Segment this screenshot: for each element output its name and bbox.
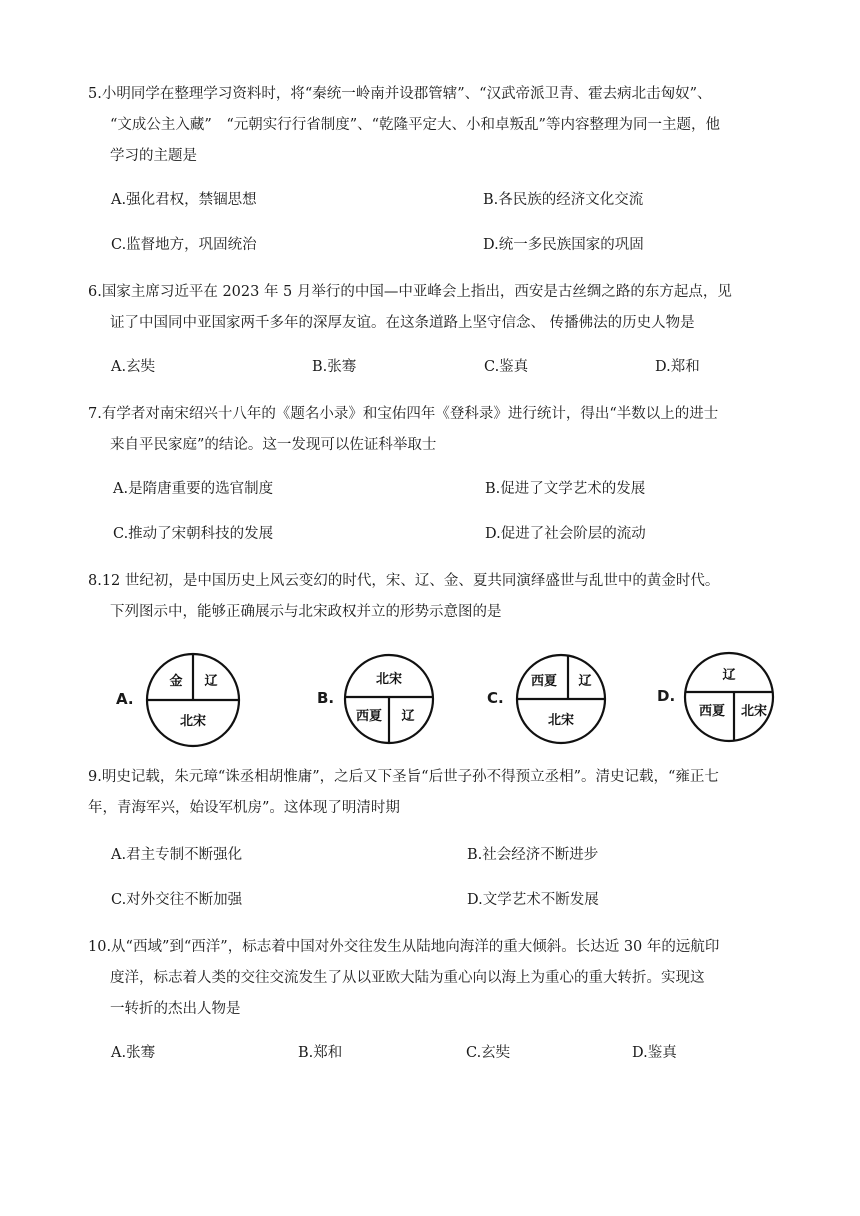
question-7-option-a[interactable]: A.是隋唐重要的选官制度	[113, 481, 274, 497]
diagram-a-circle	[138, 645, 248, 755]
question-7-option-d[interactable]: D.促进了社会阶层的流动	[485, 526, 646, 542]
question-6-option-b[interactable]: B.张骞	[312, 359, 357, 375]
question-9-line-1: 9.明史记载，朱元璋“诛丞相胡惟庸”，之后又下圣旨“后世子孙不得预立丞相”。清史记载，“雍正七	[88, 769, 719, 785]
question-9-line-2: 年，青海军兴，始设军机房”。这体现了明清时期	[88, 800, 400, 816]
diagram-b-bottom-left-label: 西夏	[355, 709, 383, 724]
diagram-b-bottom-right-label: 辽	[401, 709, 415, 724]
question-9-option-a[interactable]: A.君主专制不断强化	[111, 847, 243, 863]
diagram-d-top-label: 辽	[722, 668, 736, 683]
question-10-option-c[interactable]: C.玄奘	[466, 1045, 511, 1061]
question-10-stem	[88, 932, 788, 1025]
question-6-option-c[interactable]: C.鉴真	[484, 359, 529, 375]
question-8-option-c[interactable]	[485, 645, 650, 755]
diagram-c-top-right-label: 辽	[578, 674, 592, 689]
diagram-c-circle	[511, 649, 611, 749]
option-a-letter: A.	[116, 690, 134, 708]
question-9-stem	[88, 762, 788, 824]
question-5-option-b[interactable]: B.各民族的经济文化交流	[483, 192, 644, 208]
question-9-option-c[interactable]: C.对外交往不断加强	[111, 892, 243, 908]
question-8-option-b[interactable]	[313, 645, 483, 755]
diagram-b-top-label: 北宋	[375, 672, 403, 687]
option-d-letter: D.	[657, 687, 676, 705]
diagram-d-bottom-left-label: 西夏	[698, 704, 726, 719]
question-7-line-2: 来自平民家庭”的结论。这一发现可以佐证科举取士	[110, 437, 437, 453]
question-8-line-2: 下列图示中，能够正确展示与北宋政权并立的形势示意图的是	[110, 604, 502, 620]
question-8-stem	[88, 566, 788, 628]
diagram-a-bottom-label: 北宋	[179, 714, 207, 729]
diagram-b-circle	[339, 649, 439, 749]
question-5-option-a[interactable]: A.强化君权，禁锢思想	[111, 192, 257, 208]
question-7-stem	[88, 399, 788, 461]
diagram-a-top-right-label: 辽	[204, 674, 218, 689]
question-6-option-d[interactable]: D.郑和	[655, 359, 700, 375]
question-9-option-d[interactable]: D.文学艺术不断发展	[467, 892, 599, 908]
question-8-option-d[interactable]	[655, 645, 785, 755]
question-8-option-a[interactable]	[110, 645, 310, 755]
question-6-option-a[interactable]: A.玄奘	[111, 359, 156, 375]
question-5-line-2: “文成公主入藏” “元朝实行行省制度”、“乾隆平定大、小和卓叛乱”等内容整理为同一主题，他	[110, 117, 720, 133]
question-10-option-a[interactable]: A.张骞	[111, 1045, 156, 1061]
question-5-line-3: 学习的主题是	[110, 148, 197, 164]
question-10-line-2: 度洋，标志着人类的交往交流发生了从以亚欧大陆为重心向以海上为重心的重大转折。实现这	[110, 970, 705, 986]
diagram-c-bottom-label: 北宋	[547, 713, 575, 728]
diagram-d-bottom-right-label: 北宋	[740, 704, 768, 719]
question-6-line-1: 6.国家主席习近平在 2023 年 5 月举行的中国—中亚峰会上指出，西安是古丝绸之路的东方起点，见	[88, 284, 732, 300]
question-7-line-1: 7.有学者对南宋绍兴十八年的《题名小录》和宝佑四年《登科录》进行统计，得出“半数以上的进士	[88, 406, 719, 422]
question-6-line-2: 证了中国同中亚国家两千多年的深厚友谊。在这条道路上坚守信念、 传播佛法的历史人物是	[110, 315, 695, 331]
question-6-stem	[88, 277, 788, 339]
diagram-a-top-left-label: 金	[169, 674, 183, 689]
question-9-option-b[interactable]: B.社会经济不断进步	[467, 847, 599, 863]
question-5-option-c[interactable]: C.监督地方，巩固统治	[111, 237, 257, 253]
option-b-letter: B.	[317, 689, 335, 707]
question-10-option-d[interactable]: D.鉴真	[632, 1045, 677, 1061]
question-7-option-b[interactable]: B.促进了文学艺术的发展	[485, 481, 646, 497]
question-10-option-b[interactable]: B.郑和	[298, 1045, 343, 1061]
option-c-letter: C.	[487, 689, 504, 707]
question-8-line-1: 8.12 世纪初，是中国历史上风云变幻的时代，宋、辽、金、夏共同演绎盛世与乱世中的黄金时代。	[88, 573, 720, 589]
question-5-option-d[interactable]: D.统一多民族国家的巩固	[483, 237, 644, 253]
question-7-option-c[interactable]: C.推动了宋朝科技的发展	[113, 526, 274, 542]
question-5-stem	[88, 79, 788, 172]
diagram-c-top-left-label: 西夏	[530, 674, 558, 689]
question-10-line-1: 10.从“西域”到“西洋”，标志着中国对外交往发生从陆地向海洋的重大倾斜。长达近 30 年的远航印	[88, 939, 720, 955]
question-5-line-1: 5.小明同学在整理学习资料时，将“秦统一岭南并设郡管辖”、“汉武帝派卫青、霍去病北击匈奴”、	[88, 86, 712, 102]
diagram-d-circle	[679, 647, 779, 747]
question-10-line-3: 一转折的杰出人物是	[110, 1001, 241, 1017]
